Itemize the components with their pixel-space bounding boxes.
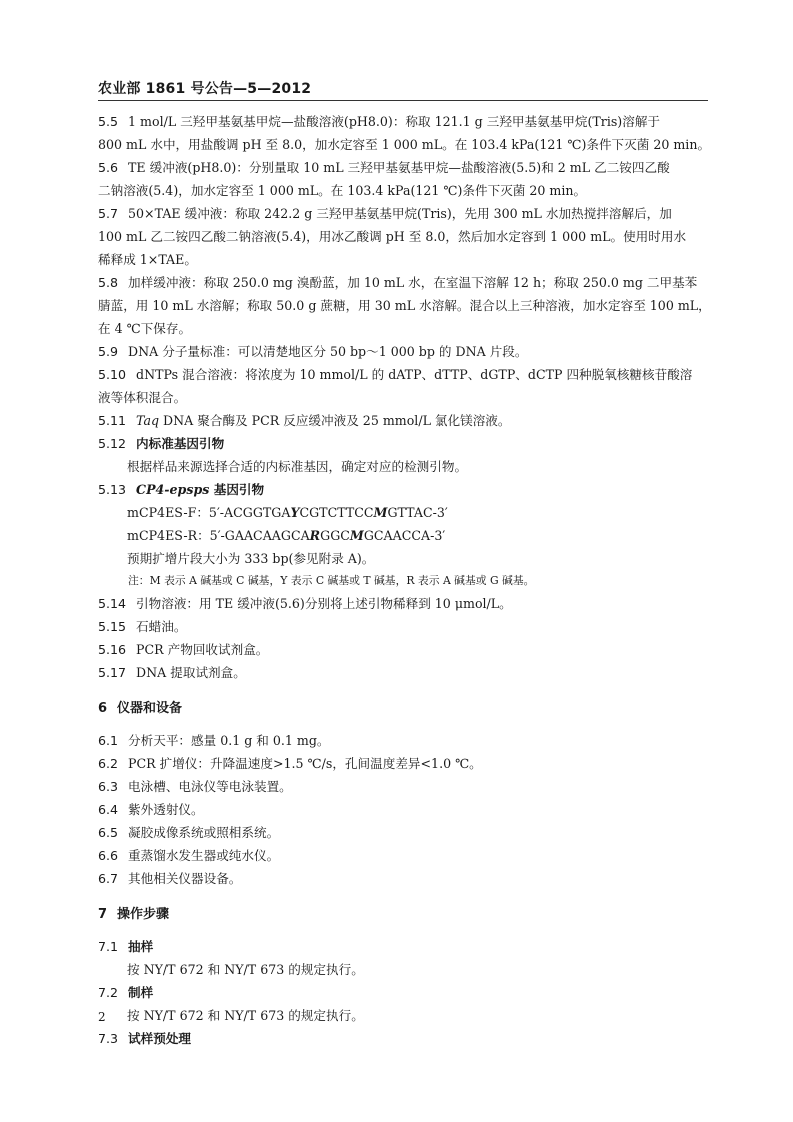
clause-5-12 [98,432,714,455]
clause-text: dNTPs 混合溶液：将浓度为 10 mmol/L 的 dATP、dTTP、dGTP、dCTP 四种脱氧核糖核苷酸溶 [136,367,693,382]
clause-text: 加样缓冲液：称取 250.0 mg 溴酚蓝，加 10 mL 水，在室温下溶解 12 h；称取 250.0 mg 二甲基苯 [128,275,698,290]
clause-number: 6.1 [98,733,119,748]
primer-reverse [98,524,714,547]
equipment-item [98,752,714,775]
clause-title: 制样 [128,985,154,1000]
clause-number: 5.13 [98,482,127,497]
equipment-item [98,775,714,798]
clause-5-11 [98,409,714,432]
section-6-heading [98,697,714,720]
clause-number: 5.10 [98,367,127,382]
degenerate-base: M [349,528,364,543]
clause-title: 内标准基因引物 [136,436,225,451]
clause-5-8-cont: 腈蓝，用 10 mL 水溶解；称取 50.0 g 蔗糖，用 30 mL 水溶解。混合以上三种溶液，加水定容至 100 mL， [98,298,711,313]
clause-7-2 [98,981,714,1004]
clause-text: 其他相关仪器设备。 [128,871,242,886]
clause-text: PCR 扩增仪：升降温速度>1.5 ℃/s，孔间温度差异<1.0 ℃。 [128,756,482,771]
clause-5-9 [98,340,714,363]
clause-5-6-cont: 二钠溶液(5.4)，加水定容至 1 000 mL。在 103.4 kPa(121 ℃)条件下灭菌 20 min。 [98,183,587,198]
clause-text: 重蒸馏水发生器或纯水仪。 [128,848,280,863]
clause-7-3 [98,1027,714,1050]
clause-text: TE 缓冲液(pH8.0)：分别量取 10 mL 三羟甲基氨基甲烷—盐酸溶液(5.5)和 2 mL 乙二铵四乙酸 [128,160,670,175]
clause-5-5-cont: 800 mL 水中，用盐酸调 pH 至 8.0，加水定容至 1 000 mL。在 103.4 kPa(121 ℃)条件下灭菌 20 min。 [98,137,711,152]
header-divider [98,100,708,101]
clause-number: 6.5 [98,825,119,840]
section-number: 6 [98,701,108,716]
page-number: 2 [98,1010,106,1024]
clause-5-10 [98,363,714,386]
clause-7-1 [98,935,714,958]
clause-number: 6.7 [98,871,119,886]
clause-text: DNA 分子量标准：可以清楚地区分 50 bp～1 000 bp 的 DNA 片段。 [128,344,528,359]
equipment-item [98,821,714,844]
equipment-item [98,729,714,752]
clause-text: 1 mol/L 三羟甲基氨基甲烷—盐酸溶液(pH8.0)：称取 121.1 g 三羟甲基氨基甲烷(Tris)溶解于 [128,114,661,129]
clause-number: 5.8 [98,275,119,290]
clause-title: 抽样 [128,939,154,954]
clause-number: 5.7 [98,206,119,221]
clause-text: PCR 产物回收试剂盒。 [136,642,269,657]
clause-text: 引物溶液：用 TE 缓冲液(5.6)分别将上述引物稀释到 10 μmol/L。 [136,596,512,611]
clause-title: 试样预处理 [128,1031,191,1046]
page-header: 农业部 1861 号公告—5—2012 [98,81,312,97]
primer-seq-part: CGTCTTCC [299,505,374,520]
clause-5-17 [98,661,714,684]
clause-5-7-cont2: 稀释成 1×TAE。 [98,252,197,267]
clause-5-16 [98,638,714,661]
clause-text: 50×TAE 缓冲液：称取 242.2 g 三羟甲基氨基甲烷(Tris)，先用 300 mL 水加热搅拌溶解后，加 [128,206,672,221]
clause-5-8-cont2: 在 4 ℃下保存。 [98,321,192,336]
clause-number: 6.3 [98,779,119,794]
clause-number: 6.6 [98,848,119,863]
clause-5-6 [98,156,714,179]
primer-seq-part: GCAACCA-3′ [363,528,446,543]
primer-forward [98,501,714,524]
clause-5-12-text: 根据样品来源选择合适的内标准基因，确定对应的检测引物。 [127,459,468,474]
clause-number: 5.11 [98,413,127,428]
section-7-heading [98,903,714,926]
equipment-list [98,729,714,890]
clause-number: 5.5 [98,114,119,129]
primer-seq-part: GGC [320,528,350,543]
clause-number: 5.6 [98,160,119,175]
equipment-item [98,867,714,890]
clause-5-5 [98,110,714,133]
clause-7-1-text: 按 NY/T 672 和 NY/T 673 的规定执行。 [127,962,364,977]
clause-number: 5.16 [98,642,127,657]
clause-number: 5.15 [98,619,127,634]
clause-number: 5.14 [98,596,127,611]
clause-text: DNA 聚合酶及 PCR 反应缓冲液及 25 mmol/L 氯化镁溶液。 [159,413,511,428]
primer-seq-part: mCP4ES-F：5′-ACGGTGA [127,505,291,520]
clause-5-14 [98,592,714,615]
degenerate-base: R [309,528,321,543]
clause-note: 注：M 表示 A 碱基或 C 碱基，Y 表示 C 碱基或 T 碱基，R 表示 A 碱基或 G 碱基。 [128,574,535,587]
primer-seq-part: mCP4ES-R：5′-GAACAAGCA [127,528,310,543]
section-title: 仪器和设备 [117,701,183,716]
clause-italic-term: Taq [136,413,160,428]
clause-number: 5.9 [98,344,119,359]
clause-text: 石蜡油。 [136,619,187,634]
clause-5-7-cont: 100 mL 乙二铵四乙酸二钠溶液(5.4)，用冰乙酸调 pH 至 8.0，然后加水定容到 1 000 mL。使用时用水 [98,229,687,244]
equipment-item [98,798,714,821]
section-number: 7 [98,907,108,922]
clause-number: 7.3 [98,1031,119,1046]
primer-seq-part: GTTAC-3′ [387,505,448,520]
document-body [98,110,714,1050]
clause-title: 基因引物 [209,482,265,497]
clause-number: 7.2 [98,985,119,1000]
clause-number: 6.2 [98,756,119,771]
clause-text: 电泳槽、电泳仪等电泳装置。 [128,779,292,794]
clause-5-8 [98,271,714,294]
clause-number: 5.17 [98,665,127,680]
clause-5-13 [98,478,714,501]
clause-text: DNA 提取试剂盒。 [136,665,246,680]
clause-number: 6.4 [98,802,119,817]
section-title: 操作步骤 [117,907,170,922]
clause-text: 分析天平：感量 0.1 g 和 0.1 mg。 [128,733,330,748]
clause-number: 5.12 [98,436,127,451]
clause-text: 凝胶成像系统或照相系统。 [128,825,280,840]
amplicon-size: 预期扩增片段大小为 333 bp(参见附录 A)。 [127,551,375,566]
clause-text: 紫外透射仪。 [128,802,204,817]
equipment-item [98,844,714,867]
clause-5-15 [98,615,714,638]
clause-number: 7.1 [98,939,119,954]
degenerate-base: M [373,505,388,520]
degenerate-base: Y [290,505,300,520]
clause-5-7 [98,202,714,225]
gene-name: CP4-epsps [136,482,210,497]
clause-5-10-cont: 液等体积混合。 [98,390,187,405]
clause-7-2-text: 按 NY/T 672 和 NY/T 673 的规定执行。 [127,1008,364,1023]
